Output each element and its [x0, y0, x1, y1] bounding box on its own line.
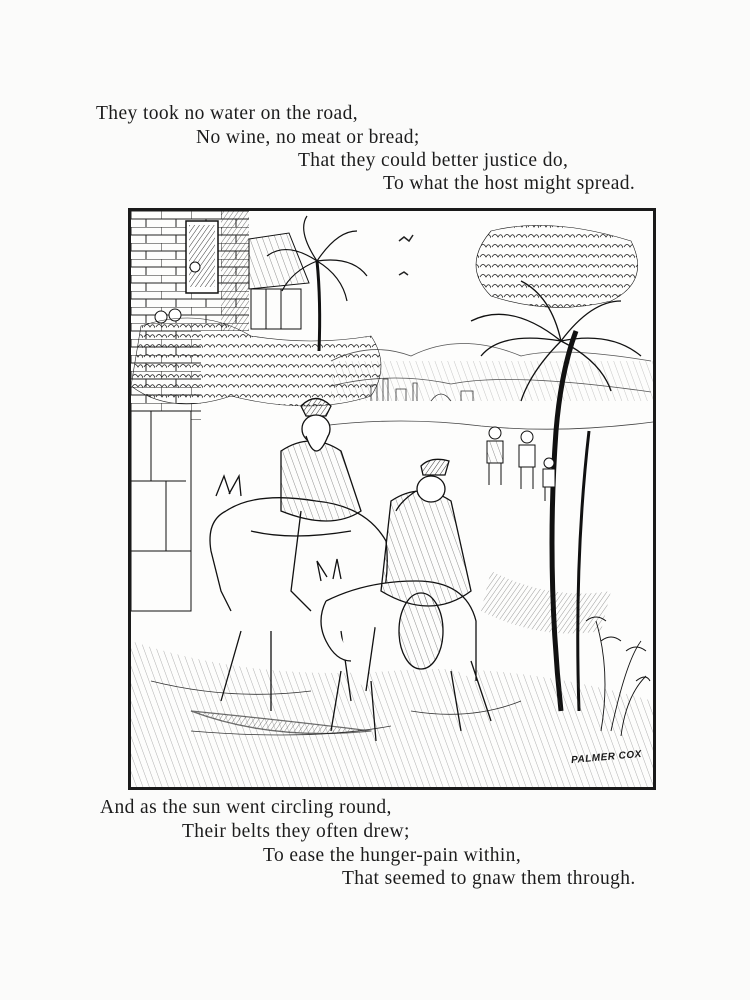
bottom-stanza-line-2: Their belts they often drew; — [182, 821, 410, 842]
top-stanza-line-1: They took no water on the road, — [96, 103, 359, 124]
birds — [399, 235, 413, 275]
top-stanza-line-4: To what the host might spread. — [383, 173, 636, 194]
distant-boys — [487, 427, 555, 501]
engraving-illustration — [131, 211, 653, 787]
bottom-stanza-line-3: To ease the hunger-pain within, — [263, 845, 522, 866]
top-stanza-line-2: No wine, no meat or bread; — [196, 127, 420, 148]
top-stanza-line-3: That they could better justice do, — [298, 150, 569, 171]
bottom-stanza-line-1: And as the sun went circling round, — [100, 797, 392, 818]
building — [131, 211, 309, 331]
artist-signature: PALMER COX — [570, 748, 643, 767]
illustration-frame — [128, 208, 656, 790]
bottom-stanza-line-4: That seemed to gnaw them through. — [342, 868, 636, 889]
